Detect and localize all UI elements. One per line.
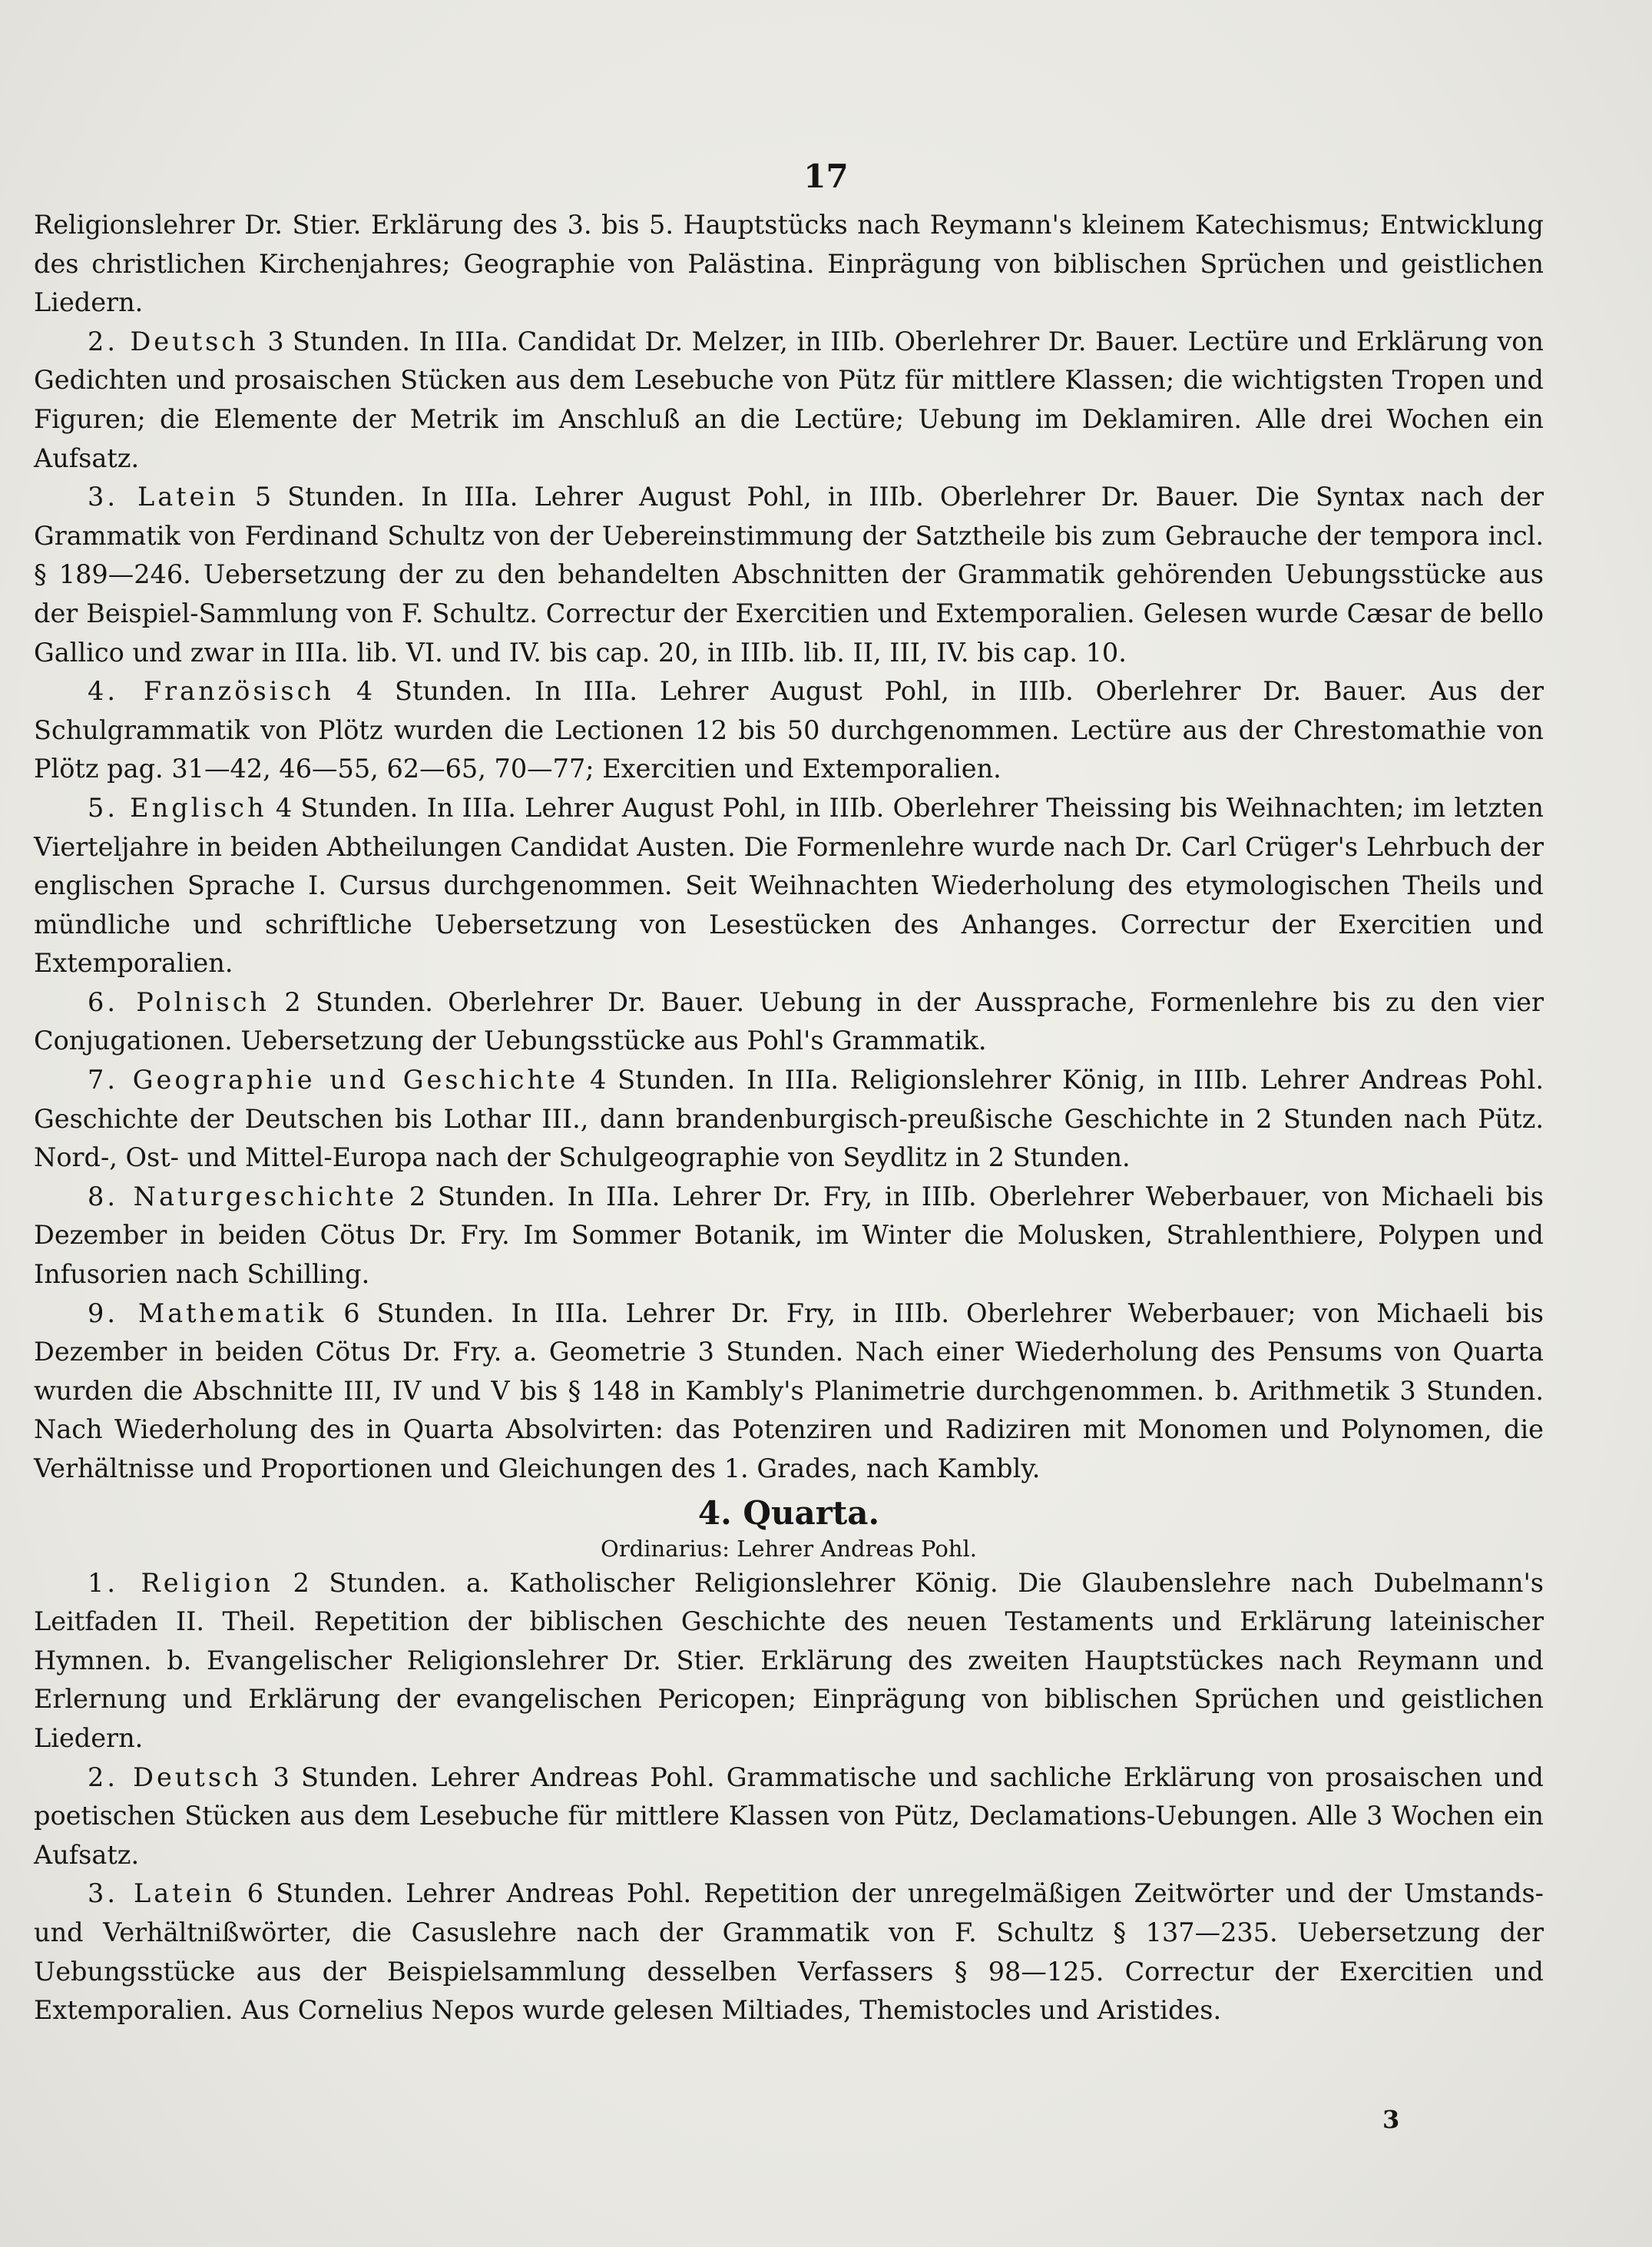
subject-label: 3. Latein: [88, 482, 239, 512]
paragraph-text: 3 Stunden. Lehrer Andreas Pohl. Grammatische und sachliche Erklärung von prosaischen und poetischen Stücken aus dem Lesebuche für mittlere Klassen von Pütz, Declamations-Uebungen. Alle 3 Wochen ein Aufsatz.: [34, 1761, 1544, 1870]
paragraph-latein: [34, 478, 1544, 672]
paragraph-deutsch: [34, 323, 1544, 478]
subject-label: 5. Englisch: [88, 792, 267, 823]
section-subheading: Ordinarius: Lehrer Andreas Pohl.: [601, 1535, 977, 1562]
paragraph-mathematik: [34, 1294, 1544, 1489]
paragraph-text: 6 Stunden. In IIIa. Lehrer Dr. Fry, in IIIb. Oberlehrer Weberbauer; von Michaeli bis Dezember in beiden Cötus Dr. Fry. a. Geometrie 3 Stunden. Nach einer Wiederholung des Pensums von Quarta wurden die Abschnitte III, IV und V bis § 148 in Kambly's Planimetrie durchgenommen. b. Arithmetik 3 Stunden. Nach Wiederholung des in Quarta Absolvirten: das Potenziren und Radiziren mit Monomen und Polynomen, die Verhältnisse und Proportionen und Gleichungen des 1. Grades, nach Kambly.: [34, 1297, 1544, 1483]
paragraph-text: 6 Stunden. Lehrer Andreas Pohl. Repetition der unregelmäßigen Zeitwörter und der Umstands- und Verhältnißwörter, die Casuslehre nach der Grammatik von F. Schultz § 137—235. Uebersetzung der Uebungsstücke aus der Beispielsammlung desselben Verfassers § 98—125. Correctur der Exercitien und Extemporalien. Aus Cornelius Nepos wurde gelesen Miltiades, Themistocles und Aristides.: [34, 1878, 1544, 2026]
subject-label: 2. Deutsch: [88, 326, 259, 356]
paragraph-quarta-latein: [34, 1874, 1544, 2030]
paragraph-englisch: [34, 789, 1544, 983]
subject-label: 8. Naturgeschichte: [88, 1181, 398, 1211]
paragraph-geographie-geschichte: [34, 1061, 1544, 1178]
subject-label: 7. Geographie und Geschichte: [88, 1065, 579, 1095]
subject-label: 6. Polnisch: [88, 986, 270, 1017]
subject-label: 1. Religion: [88, 1567, 273, 1598]
paragraph-text: 4 Stunden. In IIIa. Lehrer August Pohl, in IIIb. Oberlehrer Dr. Bauer. Aus der Schulgrammatik von Plötz wurden die Lectionen 12 bis 50 durchgenommen. Lectüre aus der Chrestomathie von Plötz pag. 31—42, 46—55, 62—65, 70—77; Exercitien und Extemporalien.: [34, 676, 1544, 784]
paragraph-text: 3 Stunden. In IIIa. Candidat Dr. Melzer, in IIIb. Oberlehrer Dr. Bauer. Lectüre und Erklärung von Gedichten und prosaischen Stücken aus dem Lesebuche von Pütz für mittlere Klassen; die wichtigsten Tropen und Figuren; die Elemente der Metrik im Anschluß an die Lectüre; Uebung im Deklamiren. Alle drei Wochen ein Aufsatz.: [34, 326, 1544, 473]
paragraph-religion-cont: [34, 206, 1544, 323]
section-heading: 4. Quarta.: [697, 1493, 880, 1532]
subject-label: 4. Französisch: [88, 676, 334, 707]
subject-label: 3. Latein: [88, 1878, 235, 1909]
subject-label: 9. Mathematik: [88, 1297, 327, 1328]
paragraph-polnisch: [34, 983, 1544, 1061]
paragraph-text: 5 Stunden. In IIIa. Lehrer August Pohl, in IIIb. Oberlehrer Dr. Bauer. Die Syntax nach der Grammatik von Ferdinand Schultz von der Uebereinstimmung der Satztheile bis zum Gebrauche der tempora incl. § 189—246. Uebersetzung der zu den behandelten Abschnitten der Grammatik gehörenden Uebungsstücke aus der Beispiel-Sammlung von F. Schultz. Correctur der Exercitien und Extemporalien. Gelesen wurde Cæsar de bello Gallico und zwar in IIIa. lib. VI. und IV. bis cap. 20, in IIIb. lib. II, III, IV. bis cap. 10.: [34, 482, 1544, 668]
paragraph-quarta-religion: [34, 1564, 1544, 1758]
paragraph-naturgeschichte: [34, 1178, 1544, 1294]
subject-label: 2. Deutsch: [88, 1761, 262, 1792]
paragraph-text: 4 Stunden. In IIIa. Lehrer August Pohl, in IIIb. Oberlehrer Theissing bis Weihnachten; im letzten Vierteljahre in beiden Abtheilungen Candidat Austen. Die Formenlehre wurde nach Dr. Carl Crüger's Lehrbuch der englischen Sprache I. Cursus durchgenommen. Seit Weihnachten Wiederholung des etymologischen Theils und mündliche und schriftliche Uebersetzung von Lesestücken des Anhanges. Correctur der Exercitien und Extemporalien.: [34, 792, 1544, 979]
page-number: 17: [803, 157, 849, 195]
paragraph-franzoesisch: [34, 672, 1544, 789]
paragraph-quarta-deutsch: [34, 1758, 1544, 1875]
signature-mark: 3: [1382, 2105, 1400, 2134]
paragraph-text: 2 Stunden. a. Katholischer Religionslehrer König. Die Glaubenslehre nach Dubelmann's Leitfaden II. Theil. Repetition der biblischen Geschichte des neuen Testaments und Erklärung lateinischer Hymnen. b. Evangelischer Religionslehrer Dr. Stier. Erklärung des zweiten Hauptstückes nach Reymann und Erlernung und Erklärung der evangelischen Pericopen; Einprägung von biblischen Sprüchen und geistlichen Liedern.: [34, 1567, 1544, 1753]
paragraph-text: 2 Stunden. Oberlehrer Dr. Bauer. Uebung in der Aussprache, Formenlehre bis zu den vier Conjugationen. Uebersetzung der Uebungsstücke aus Pohl's Grammatik.: [34, 986, 1544, 1056]
document-body: [34, 206, 1544, 2030]
paragraph-text: Religionslehrer Dr. Stier. Erklärung des 3. bis 5. Hauptstücks nach Reymann's kleinem Katechismus; Entwicklung des christlichen Kirchenjahres; Geographie von Palästina. Einprägung von biblischen Sprüchen und geistlichen Liedern.: [34, 210, 1544, 318]
paragraph-text: 2 Stunden. In IIIa. Lehrer Dr. Fry, in IIIb. Oberlehrer Weberbauer, von Michaeli bis Dezember in beiden Cötus Dr. Fry. Im Sommer Botanik, im Winter die Molusken, Strahlenthiere, Polypen und Infusorien nach Schilling.: [34, 1181, 1544, 1290]
paragraph-text: 4 Stunden. In IIIa. Religionslehrer König, in IIIb. Lehrer Andreas Pohl. Geschichte der Deutschen bis Lothar III., dann brandenburgisch-preußische Geschichte in 2 Stunden nach Pütz. Nord-, Ost- und Mittel-Europa nach der Schulgeographie von Seydlitz in 2 Stunden.: [34, 1065, 1544, 1173]
